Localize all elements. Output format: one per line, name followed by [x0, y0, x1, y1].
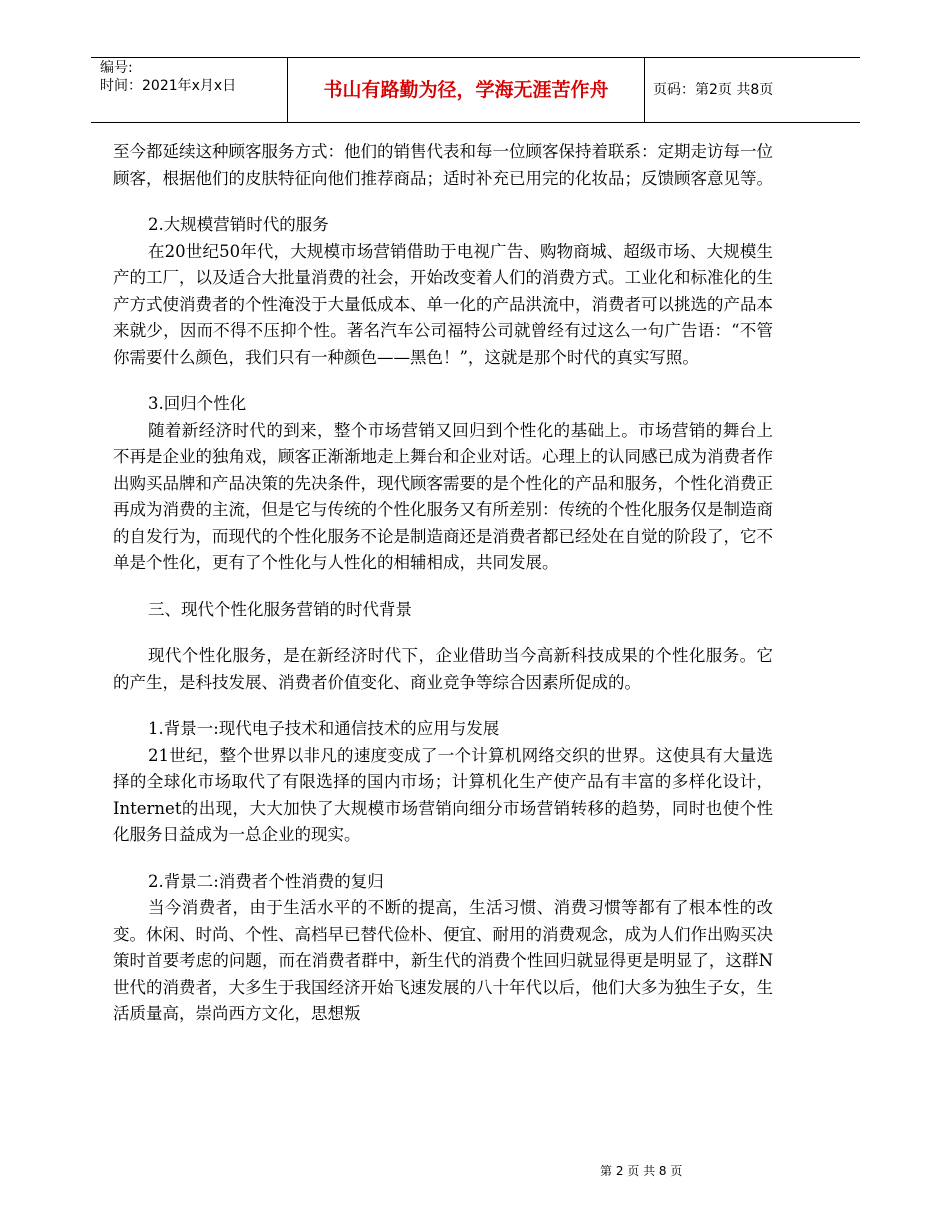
subheading-return-personalization: 3.回归个性化 — [148, 394, 247, 413]
header-page-number: 页码：第2页 共8页 — [653, 82, 774, 98]
subheading-background-two: 2.背景二:消费者个性消费的复归 — [148, 871, 384, 891]
subheading-mass-marketing: 2.大规模营销时代的服务 — [148, 215, 329, 234]
document-number-label: 编号: — [100, 60, 133, 76]
header-meta — [91, 58, 287, 122]
paragraph-background-one: 21世纪，整个世界以非凡的速度变成了一个计算机网络交织的世界。这使具有大量选择的全球化市场取代了有限选择的国内市场；计算机化生产使产品有丰富的多样化设计，Internet的出现，大大加快了大规模市场营销向细分市场营销转移的趋势，同时也使个性化服务日益成为一总企业的现实。 — [113, 745, 773, 844]
section-heading-background: 三、现代个性化服务营销的时代背景 — [148, 599, 412, 619]
paragraph-return-personalization: 随着新经济时代的到来，整个市场营销又回归到个性化的基础上。市场营销的舞台上不再是企业的独角戏，顾客正渐渐地走上舞台和企业对话。心理上的认同感已成为消费者作出购买品牌和产品决策的先决条件，现代顾客需要的是个性化的产品和服务，个性化消费正再成为消费的主流，但是它与传统的个性化服务又有所差别：传统的个性化服务仅是制造商的自发行为，而现代的个性化服务不论是制造商还是消费者都已经处在自觉的阶段了，它不单是个性化，更有了个性化与人性化的相辅相成，共同发展。 — [113, 420, 773, 572]
paragraph-continuation: 至今都延续这种顾客服务方式：他们的销售代表和每一位顾客保持着联系：定期走访每一位顾客，根据他们的皮肤特征向他们推荐商品；适时补充已用完的化妆品；反馈顾客意见等。 — [113, 142, 773, 188]
document-body — [113, 139, 773, 1028]
document-time-label: 时间：2021年x月x日 — [100, 78, 237, 94]
page-header — [91, 57, 860, 123]
paragraph-personalized-service: 现代个性化服务，是在新经济时代下，企业借助当今高新科技成果的个性化服务。它的产生，是科技发展、消费者价值变化、商业竞争等综合因素所促成的。 — [113, 646, 773, 692]
paragraph-mass-marketing: 在20世纪50年代，大规模市场营销借助于电视广告、购物商城、超级市场、大规模生产的工厂，以及适合大批量消费的社会，开始改变着人们的消费方式。工业化和标准化的生产方式使消费者的个性淹没于大量低成本、单一化的产品洪流中，消费者可以挑选的产品本来就少，因而不得不压抑个性。著名汽车公司福特公司就曾经有过这么一句广告语：“不管你需要什么颜色，我们只有一种颜色——黑色！”，这就是那个时代的真实写照。 — [113, 241, 773, 367]
paragraph-background-two: 当今消费者，由于生活水平的不断的提高，生活习惯、消费习惯等都有了根本性的改变。休闲、时尚、个性、高档早已替代俭朴、便宜、耐用的消费观念，成为人们作出购买决策时首要考虑的问题，而在消费者群中，新生代的消费个性回归就显得更是明显了，这群N世代的消费者，大多生于我国经济开始飞速发展的八十年代以后，他们大多为独生子女，生活质量高，崇尚西方文化，思想叛 — [113, 898, 773, 1023]
page-footer: 第 2 页 共 8 页 — [600, 1164, 683, 1178]
header-motto: 书山有路勤为径，学海无涯苦作舟 — [287, 58, 645, 122]
subheading-background-one: 1.背景一:现代电子技术和通信技术的应用与发展 — [148, 719, 500, 738]
